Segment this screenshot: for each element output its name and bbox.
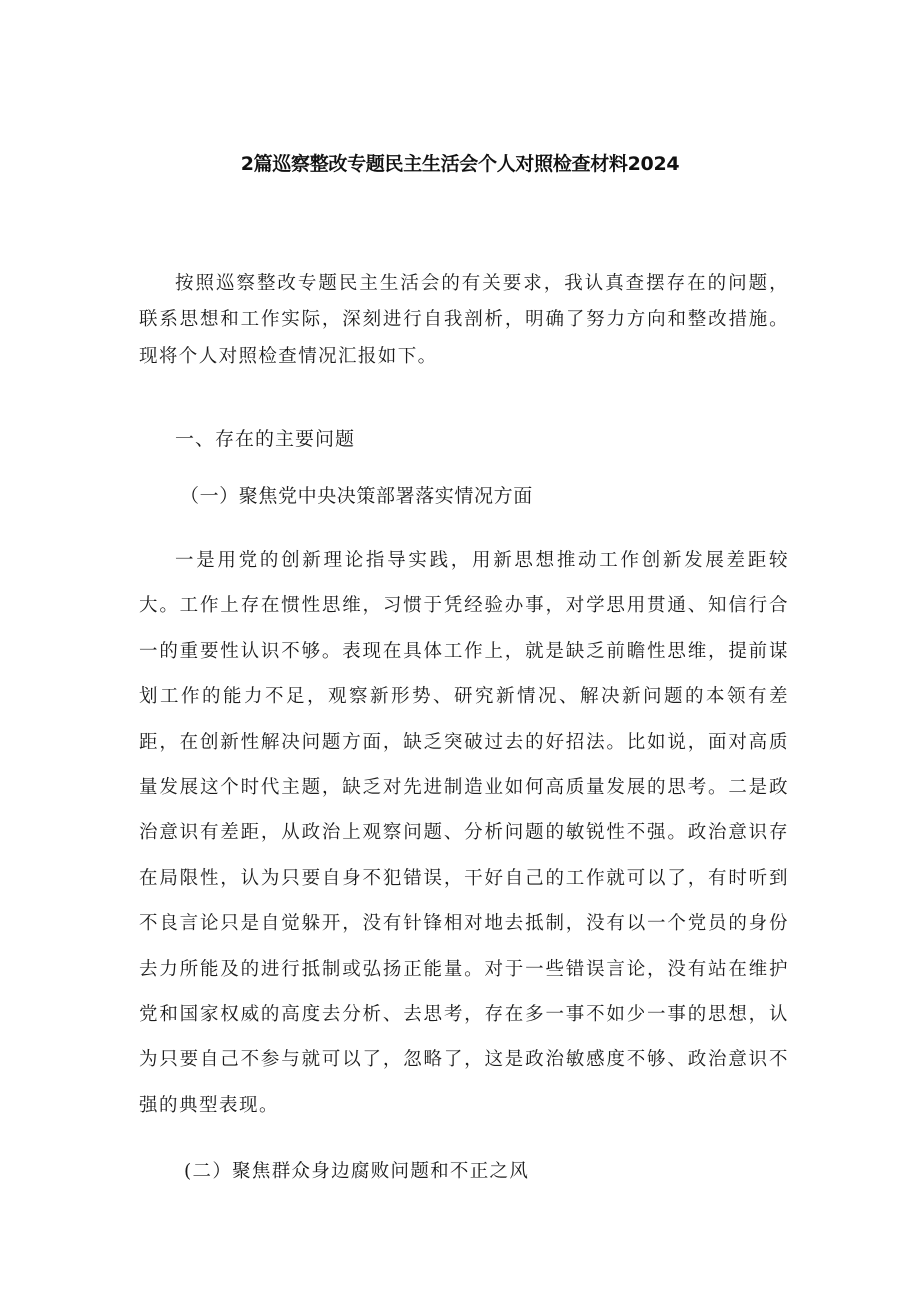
subsection-1-heading: （一）聚焦党中央决策部署落实情况方面: [180, 485, 533, 507]
document-title: 2篇巡察整改专题民主生活会个人对照检查材料2024: [240, 153, 680, 175]
subsection-2-heading: (二）聚焦群众身边腐败问题和不正之风: [184, 1161, 530, 1182]
section-heading: 一、存在的主要问题: [175, 428, 356, 450]
subsection-1-body: 一是用党的创新理论指导实践，用新思想推动工作创新发展差距较大。工作上存在惯性思维，习惯于凭经验办事，对学思用贯通、知信行合一的重要性认识不够。表现在具体工作上，就是缺乏前瞻性思维，提前谋划工作的能力不足，观察新形势、研究新情况、解决新问题的本领有差距，在创新性解决问题方面，缺乏突破过去的好招法。比如说，面对高质量发展这个时代主题，缺乏对先进制造业如何高质量发展的思考。二是政治意识有差距，从政治上观察问题、分析问题的敏锐性不强。政治意识存在局限性，认为只要自身不犯错误，干好自己的工作就可以了，有时听到不良言论只是自觉躲开，没有针锋相对地去抵制，没有以一个党员的身份去力所能及的进行抵制或弘扬正能量。对于一些错误言论，没有站在维护党和国家权威的高度去分析、去思考，存在多一事不如少一事的思想，认为只要自己不参与就可以了，忽略了，这是政治敏感度不够、政治意识不强的典型表现。: [139, 550, 789, 1116]
intro-paragraph: 按照巡察整改专题民主生活会的有关要求，我认真查摆存在的问题，联系思想和工作实际，深刻进行自我剖析，明确了努力方向和整改措施。现将个人对照检查情况汇报如下。: [139, 273, 789, 367]
